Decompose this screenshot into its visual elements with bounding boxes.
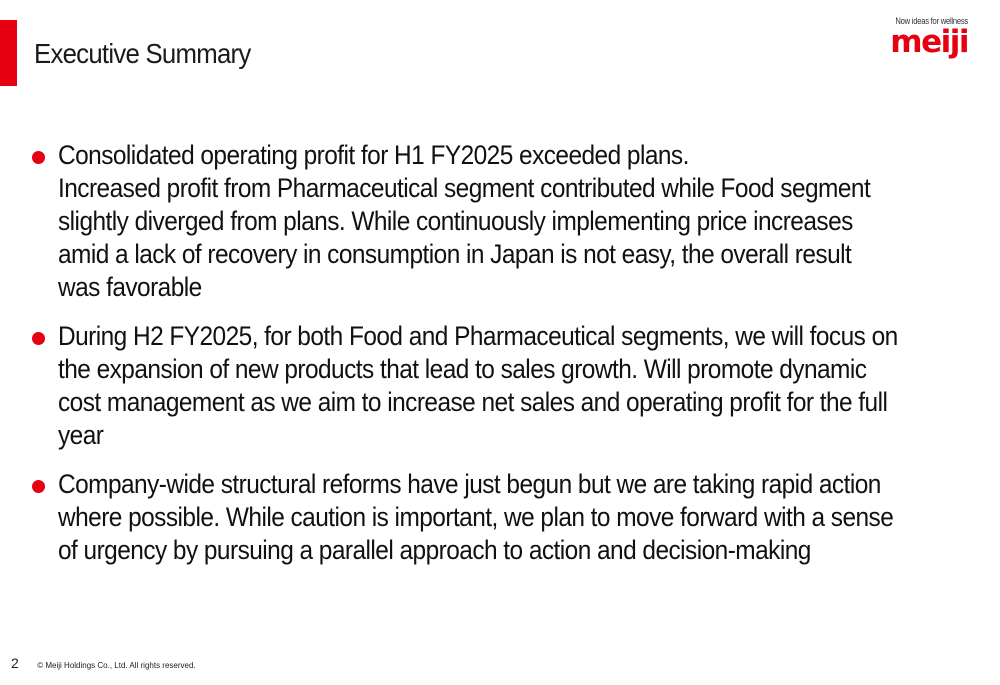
- meiji-logo: [878, 16, 968, 66]
- bullet-item-2: [32, 320, 972, 452]
- bullet-text-line: cost management as we aim to increase net sales and operating profit for the full: [58, 387, 888, 417]
- page-number: 2: [11, 655, 19, 671]
- summary-bullet-list: [32, 139, 972, 583]
- bullet-text-line: Consolidated operating profit for H1 FY2025 exceeded plans.: [58, 140, 689, 170]
- bullet-text-line: Increased profit from Pharmaceutical segment contributed while Food segment: [58, 173, 871, 203]
- bullet-item-1: [32, 139, 972, 304]
- logo-wordmark: meiji: [890, 24, 968, 60]
- title-accent-bar: [0, 20, 17, 86]
- bullet-text-line: year: [58, 420, 104, 450]
- bullet-text-line: slightly diverged from plans. While continuously implementing price increases: [58, 206, 853, 236]
- bullet-text-line: During H2 FY2025, for both Food and Pharmaceutical segments, we will focus on: [58, 321, 898, 351]
- red-bullet-icon: [32, 332, 45, 345]
- red-bullet-icon: [32, 480, 45, 493]
- copyright-notice: © Meiji Holdings Co., Ltd. All rights reserved.: [37, 661, 196, 670]
- page-title: Executive Summary: [34, 38, 251, 69]
- bullet-text-line: Company-wide structural reforms have just begun but we are taking rapid action: [58, 469, 881, 499]
- bullet-text-line: amid a lack of recovery in consumption in Japan is not easy, the overall result: [58, 239, 852, 269]
- bullet-text-line: the expansion of new products that lead to sales growth. Will promote dynamic: [58, 354, 867, 384]
- bullet-text-line: was favorable: [58, 272, 202, 302]
- logo-tagline: Now ideas for wellness: [895, 16, 968, 26]
- red-bullet-icon: [32, 151, 45, 164]
- bullet-text-line: where possible. While caution is important, we plan to move forward with a sense: [58, 502, 894, 532]
- bullet-text-line: of urgency by pursuing a parallel approach to action and decision-making: [58, 535, 811, 565]
- footer: [11, 655, 196, 673]
- bullet-item-3: [32, 468, 972, 567]
